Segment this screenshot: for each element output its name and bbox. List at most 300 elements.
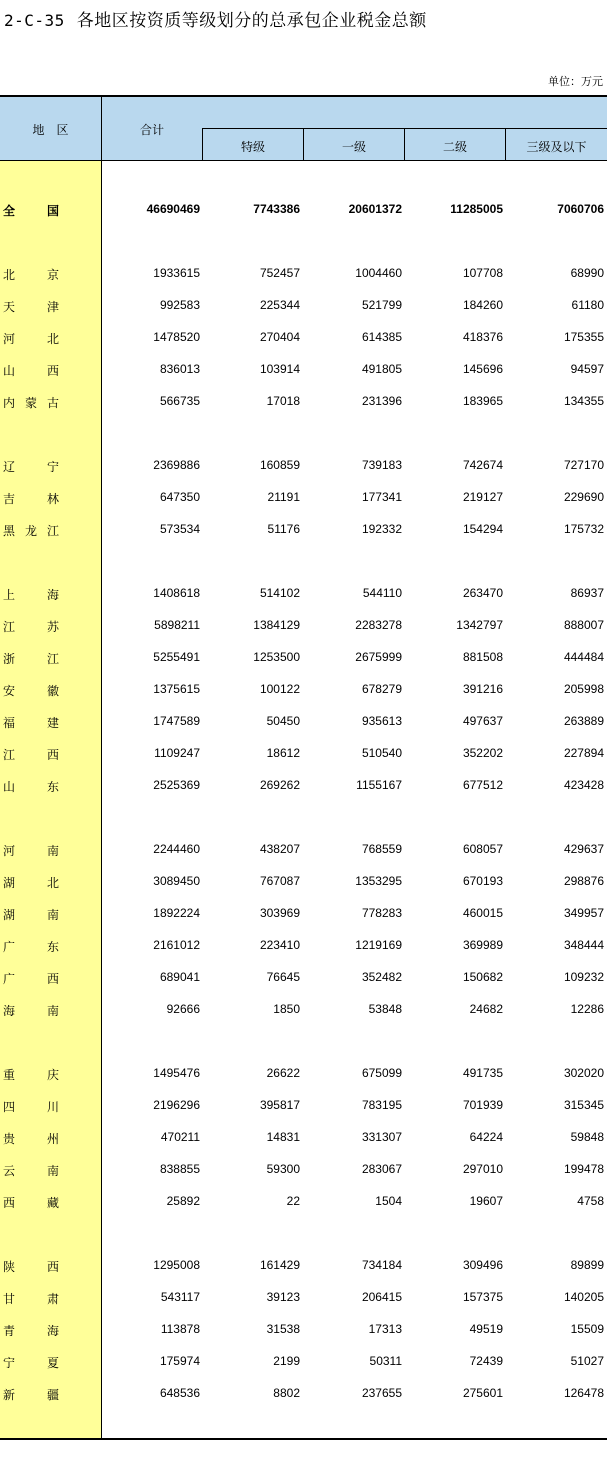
region-char: 山 <box>3 364 16 378</box>
region-name <box>3 1386 59 1403</box>
value-cell: 315345 <box>563 1098 604 1112</box>
value-cell: 199478 <box>563 1162 604 1176</box>
value-cell: 331307 <box>361 1130 402 1144</box>
region-char: 山 <box>3 780 16 794</box>
region-char: 津 <box>46 300 59 314</box>
region-char: 西 <box>46 748 59 762</box>
table-title <box>4 6 427 31</box>
region-char: 州 <box>46 1132 59 1146</box>
value-cell: 126478 <box>563 1386 604 1400</box>
value-cell: 61180 <box>571 298 604 312</box>
value-cell: 225344 <box>259 298 300 312</box>
header-grade-2: 二级 <box>442 140 467 154</box>
value-cell: 283067 <box>361 1162 402 1176</box>
region-char: 东 <box>46 940 59 954</box>
region-name <box>3 906 59 923</box>
value-cell: 768559 <box>361 842 402 856</box>
value-cell: 227894 <box>563 746 604 760</box>
region-char: 龙 <box>24 524 37 538</box>
value-cell: 297010 <box>462 1162 503 1176</box>
value-cell: 219127 <box>462 490 503 504</box>
value-cell: 302020 <box>563 1066 604 1080</box>
value-cell: 109232 <box>563 970 604 984</box>
value-cell: 573534 <box>159 522 200 536</box>
value-cell: 838855 <box>159 1162 200 1176</box>
region-char: 甘 <box>3 1292 16 1306</box>
region-char: 夏 <box>46 1356 59 1370</box>
region-char: 上 <box>3 588 16 602</box>
header-bottom-rule <box>0 160 607 161</box>
value-cell: 263889 <box>563 714 604 728</box>
region-name <box>3 1066 59 1083</box>
value-cell: 192332 <box>361 522 402 536</box>
value-cell: 157375 <box>462 1290 503 1304</box>
region-char: 吉 <box>3 492 16 506</box>
value-cell: 24682 <box>469 1002 503 1016</box>
region-char: 北 <box>3 268 16 282</box>
value-cell: 26622 <box>266 1066 300 1080</box>
value-cell: 72439 <box>469 1354 503 1368</box>
table-row <box>0 744 607 764</box>
value-cell: 1295008 <box>153 1258 200 1272</box>
region-char: 东 <box>46 780 59 794</box>
region-char: 苏 <box>46 620 59 634</box>
value-cell: 491735 <box>462 1066 503 1080</box>
value-cell: 349957 <box>563 906 604 920</box>
region-name <box>3 1290 59 1307</box>
value-cell: 1219169 <box>355 938 402 952</box>
value-cell: 51027 <box>570 1354 604 1368</box>
region-name <box>3 682 59 699</box>
region-char: 江 <box>3 620 16 634</box>
value-cell: 175355 <box>563 330 604 344</box>
table-row <box>0 872 607 892</box>
region-name <box>3 938 59 955</box>
header-sub-rule <box>203 128 607 129</box>
region-char: 河 <box>3 844 16 858</box>
value-cell: 160859 <box>259 458 300 472</box>
value-cell: 309496 <box>462 1258 503 1272</box>
value-cell: 1933615 <box>153 266 200 280</box>
value-cell: 92666 <box>166 1002 200 1016</box>
region-name <box>3 778 59 795</box>
value-cell: 675099 <box>361 1066 402 1080</box>
value-cell: 270404 <box>259 330 300 344</box>
value-cell: 767087 <box>259 874 300 888</box>
value-cell: 175732 <box>563 522 604 536</box>
value-cell: 59848 <box>570 1130 604 1144</box>
region-char: 海 <box>3 1004 16 1018</box>
region-char: 海 <box>46 1324 59 1338</box>
value-cell: 752457 <box>259 266 300 280</box>
value-cell: 670193 <box>462 874 503 888</box>
region-char: 江 <box>46 652 59 666</box>
table-row <box>0 200 607 220</box>
region-char: 河 <box>3 332 16 346</box>
value-cell: 1109247 <box>154 746 200 760</box>
region-char: 四 <box>3 1100 16 1114</box>
table-row <box>0 712 607 732</box>
value-cell: 701939 <box>462 1098 503 1112</box>
value-cell: 19607 <box>469 1194 503 1208</box>
value-cell: 113878 <box>160 1322 200 1336</box>
region-name <box>3 458 59 475</box>
value-cell: 140205 <box>563 1290 604 1304</box>
region-char: 西 <box>46 1260 59 1274</box>
value-cell: 20601372 <box>348 202 402 216</box>
region-char: 广 <box>3 940 16 954</box>
value-cell: 3089450 <box>153 874 200 888</box>
region-char: 国 <box>46 204 59 218</box>
table-row <box>0 1160 607 1180</box>
value-cell: 51176 <box>267 522 300 536</box>
region-char: 建 <box>46 716 59 730</box>
region-char: 黑 <box>3 524 16 538</box>
table-row <box>0 584 607 604</box>
value-cell: 935613 <box>361 714 402 728</box>
value-cell: 17018 <box>266 394 300 408</box>
region-char: 青 <box>3 1324 16 1338</box>
value-cell: 18612 <box>266 746 300 760</box>
region-name <box>3 330 59 347</box>
value-cell: 231396 <box>361 394 402 408</box>
region-name <box>3 842 59 859</box>
region-char: 川 <box>46 1100 59 1114</box>
region-char: 安 <box>3 684 16 698</box>
table-row <box>0 520 607 540</box>
value-cell: 229690 <box>563 490 604 504</box>
value-cell: 734184 <box>361 1258 402 1272</box>
table-row <box>0 680 607 700</box>
region-char: 湖 <box>3 908 16 922</box>
value-cell: 107708 <box>462 266 503 280</box>
region-char: 贵 <box>3 1132 16 1146</box>
region-char: 海 <box>46 588 59 602</box>
value-cell: 460015 <box>462 906 503 920</box>
region-name <box>3 1258 59 1275</box>
unit-label: 单位：万元 <box>548 76 603 88</box>
value-cell: 647350 <box>159 490 200 504</box>
value-cell: 86937 <box>570 586 604 600</box>
value-cell: 352202 <box>462 746 503 760</box>
region-char: 林 <box>46 492 59 506</box>
value-cell: 89899 <box>570 1258 604 1272</box>
table-row <box>0 488 607 508</box>
value-cell: 778283 <box>361 906 402 920</box>
value-cell: 5255491 <box>153 650 200 664</box>
value-cell: 68990 <box>570 266 604 280</box>
value-cell: 50311 <box>369 1354 402 1368</box>
value-cell: 1384129 <box>253 618 300 632</box>
value-cell: 2161012 <box>153 938 200 952</box>
value-cell: 94597 <box>570 362 604 376</box>
value-cell: 514102 <box>259 586 300 600</box>
value-cell: 76645 <box>266 970 300 984</box>
region-char: 庆 <box>46 1068 59 1082</box>
value-cell: 391216 <box>462 682 503 696</box>
header-special-grade: 特级 <box>240 140 265 154</box>
value-cell: 206415 <box>361 1290 402 1304</box>
header-grade-3-below: 三级及以下 <box>526 140 587 154</box>
value-cell: 103914 <box>259 362 300 376</box>
value-cell: 59300 <box>266 1162 300 1176</box>
region-char: 北 <box>46 876 59 890</box>
top-rule <box>0 95 607 97</box>
region-char: 内 <box>3 396 16 410</box>
table-row <box>0 1320 607 1340</box>
value-cell: 15509 <box>570 1322 604 1336</box>
value-cell: 46690469 <box>146 202 200 216</box>
table-row <box>0 1352 607 1372</box>
value-cell: 491805 <box>361 362 402 376</box>
value-cell: 303969 <box>259 906 300 920</box>
value-cell: 369989 <box>462 938 503 952</box>
table-row <box>0 840 607 860</box>
value-cell: 1253500 <box>253 650 300 664</box>
value-cell: 1850 <box>273 1002 300 1016</box>
value-cell: 1408618 <box>153 586 200 600</box>
table-row <box>0 392 607 412</box>
value-cell: 1375615 <box>153 682 200 696</box>
region-char: 江 <box>46 524 59 538</box>
value-cell: 614385 <box>361 330 402 344</box>
value-cell: 49519 <box>469 1322 503 1336</box>
value-cell: 5898211 <box>154 618 200 632</box>
value-cell: 11285005 <box>450 202 503 216</box>
header-total: 合计 <box>139 123 164 137</box>
value-cell: 39123 <box>266 1290 300 1304</box>
region-char: 广 <box>3 972 16 986</box>
value-cell: 2525369 <box>153 778 200 792</box>
region-char: 北 <box>46 332 59 346</box>
value-cell: 8802 <box>273 1386 300 1400</box>
region-name <box>3 618 59 635</box>
value-cell: 14831 <box>266 1130 300 1144</box>
value-cell: 7060706 <box>557 202 604 216</box>
value-cell: 177341 <box>361 490 402 504</box>
region-char: 京 <box>46 268 59 282</box>
region-name <box>3 266 59 283</box>
region-char: 蒙 <box>24 396 37 410</box>
value-cell: 423428 <box>563 778 604 792</box>
value-cell: 1342797 <box>456 618 503 632</box>
table-row <box>0 456 607 476</box>
table-title-text: 各地区按资质等级划分的总承包企业税金总额 <box>76 11 427 30</box>
value-cell: 50450 <box>266 714 300 728</box>
region-name <box>3 1194 59 1211</box>
value-cell: 1495476 <box>153 1066 200 1080</box>
value-cell: 727170 <box>563 458 604 472</box>
value-cell: 1504 <box>375 1194 402 1208</box>
value-cell: 543117 <box>160 1290 200 1304</box>
value-cell: 739183 <box>361 458 402 472</box>
region-char: 全 <box>3 204 16 218</box>
value-cell: 888007 <box>563 618 604 632</box>
value-cell: 2369886 <box>153 458 200 472</box>
region-column-band <box>0 161 101 1438</box>
value-cell: 12286 <box>570 1002 604 1016</box>
region-name <box>3 202 59 219</box>
region-char: 宁 <box>46 460 59 474</box>
region-char: 浙 <box>3 652 16 666</box>
value-cell: 566735 <box>159 394 200 408</box>
value-cell: 21191 <box>267 490 300 504</box>
table-row <box>0 1256 607 1276</box>
value-cell: 237655 <box>361 1386 402 1400</box>
value-cell: 2244460 <box>153 842 200 856</box>
value-cell: 175974 <box>159 1354 200 1368</box>
value-cell: 497637 <box>462 714 503 728</box>
value-cell: 1747589 <box>153 714 200 728</box>
region-name <box>3 1002 59 1019</box>
region-char: 南 <box>46 1004 59 1018</box>
value-cell: 1155167 <box>356 778 402 792</box>
value-cell: 17313 <box>368 1322 402 1336</box>
region-char: 南 <box>46 1164 59 1178</box>
region-name <box>3 714 59 731</box>
region-name <box>3 1162 59 1179</box>
value-cell: 783195 <box>361 1098 402 1112</box>
table-row <box>0 968 607 988</box>
table-row <box>0 264 607 284</box>
table-row <box>0 360 607 380</box>
value-cell: 205998 <box>563 682 604 696</box>
table-row <box>0 1384 607 1404</box>
table-row <box>0 776 607 796</box>
region-char: 西 <box>46 364 59 378</box>
value-cell: 348444 <box>563 938 604 952</box>
region-char: 疆 <box>46 1388 59 1402</box>
region-name <box>3 746 59 763</box>
value-cell: 134355 <box>563 394 604 408</box>
table-row <box>0 648 607 668</box>
value-cell: 4758 <box>577 1194 604 1208</box>
value-cell: 418376 <box>462 330 503 344</box>
value-cell: 154294 <box>462 522 503 536</box>
value-cell: 544110 <box>362 586 402 600</box>
region-name <box>3 1322 59 1339</box>
value-cell: 689041 <box>159 970 200 984</box>
value-cell: 678279 <box>361 682 402 696</box>
region-name <box>3 490 59 507</box>
value-cell: 429637 <box>563 842 604 856</box>
value-cell: 184260 <box>462 298 503 312</box>
value-cell: 608057 <box>462 842 503 856</box>
value-cell: 470211 <box>160 1130 200 1144</box>
table-row <box>0 296 607 316</box>
value-cell: 145696 <box>462 362 503 376</box>
value-cell: 881508 <box>462 650 503 664</box>
region-char: 西 <box>46 972 59 986</box>
region-name <box>3 394 59 411</box>
value-cell: 223410 <box>259 938 300 952</box>
value-cell: 25892 <box>166 1194 200 1208</box>
value-cell: 100122 <box>259 682 300 696</box>
value-cell: 275601 <box>462 1386 503 1400</box>
table-code: 2-C-35 <box>4 11 65 30</box>
value-cell: 2199 <box>273 1354 300 1368</box>
region-char: 江 <box>3 748 16 762</box>
value-cell: 521799 <box>361 298 402 312</box>
value-cell: 677512 <box>462 778 503 792</box>
value-cell: 7743386 <box>253 202 300 216</box>
table-row <box>0 1000 607 1020</box>
value-cell: 2196296 <box>153 1098 200 1112</box>
value-cell: 438207 <box>259 842 300 856</box>
value-cell: 269262 <box>259 778 300 792</box>
table-row <box>0 1128 607 1148</box>
region-char: 湖 <box>3 876 16 890</box>
value-cell: 444484 <box>563 650 604 664</box>
header-grade-1: 一级 <box>341 140 366 154</box>
region-char: 古 <box>46 396 59 410</box>
value-cell: 263470 <box>462 586 503 600</box>
region-char: 陕 <box>3 1260 16 1274</box>
value-cell: 395817 <box>259 1098 300 1112</box>
table-row <box>0 328 607 348</box>
value-cell: 2283278 <box>355 618 402 632</box>
region-name <box>3 522 59 539</box>
value-cell: 64224 <box>469 1130 503 1144</box>
region-char: 西 <box>3 1196 16 1210</box>
value-cell: 742674 <box>462 458 503 472</box>
region-name <box>3 586 59 603</box>
region-char: 宁 <box>3 1356 16 1370</box>
region-name <box>3 298 59 315</box>
value-cell: 352482 <box>361 970 402 984</box>
region-name <box>3 1354 59 1371</box>
value-cell: 150682 <box>462 970 503 984</box>
value-cell: 53848 <box>368 1002 402 1016</box>
value-cell: 1004460 <box>355 266 402 280</box>
region-name <box>3 1098 59 1115</box>
region-char: 南 <box>46 844 59 858</box>
table-row <box>0 1288 607 1308</box>
region-name <box>3 1130 59 1147</box>
region-char: 福 <box>3 716 16 730</box>
region-name <box>3 970 59 987</box>
value-cell: 183965 <box>462 394 503 408</box>
region-char: 南 <box>46 908 59 922</box>
table-row <box>0 1096 607 1116</box>
value-cell: 648536 <box>159 1386 200 1400</box>
region-char: 肃 <box>46 1292 59 1306</box>
value-cell: 1892224 <box>153 906 200 920</box>
header-region: 地 区 <box>32 123 69 137</box>
value-cell: 2675999 <box>355 650 402 664</box>
value-cell: 1353295 <box>355 874 402 888</box>
table-row <box>0 1192 607 1212</box>
value-cell: 31538 <box>266 1322 300 1336</box>
region-char: 天 <box>3 300 16 314</box>
value-cell: 510540 <box>361 746 402 760</box>
table-row <box>0 1064 607 1084</box>
region-char: 徽 <box>46 684 59 698</box>
region-char: 辽 <box>3 460 16 474</box>
table-row <box>0 936 607 956</box>
region-name <box>3 874 59 891</box>
region-name <box>3 650 59 667</box>
table-row <box>0 904 607 924</box>
value-cell: 22 <box>286 1194 300 1208</box>
table-row <box>0 616 607 636</box>
value-cell: 1478520 <box>153 330 200 344</box>
region-char: 云 <box>3 1164 16 1178</box>
region-char: 新 <box>3 1388 16 1402</box>
value-cell: 161429 <box>259 1258 300 1272</box>
value-cell: 836013 <box>159 362 200 376</box>
region-char: 藏 <box>46 1196 59 1210</box>
